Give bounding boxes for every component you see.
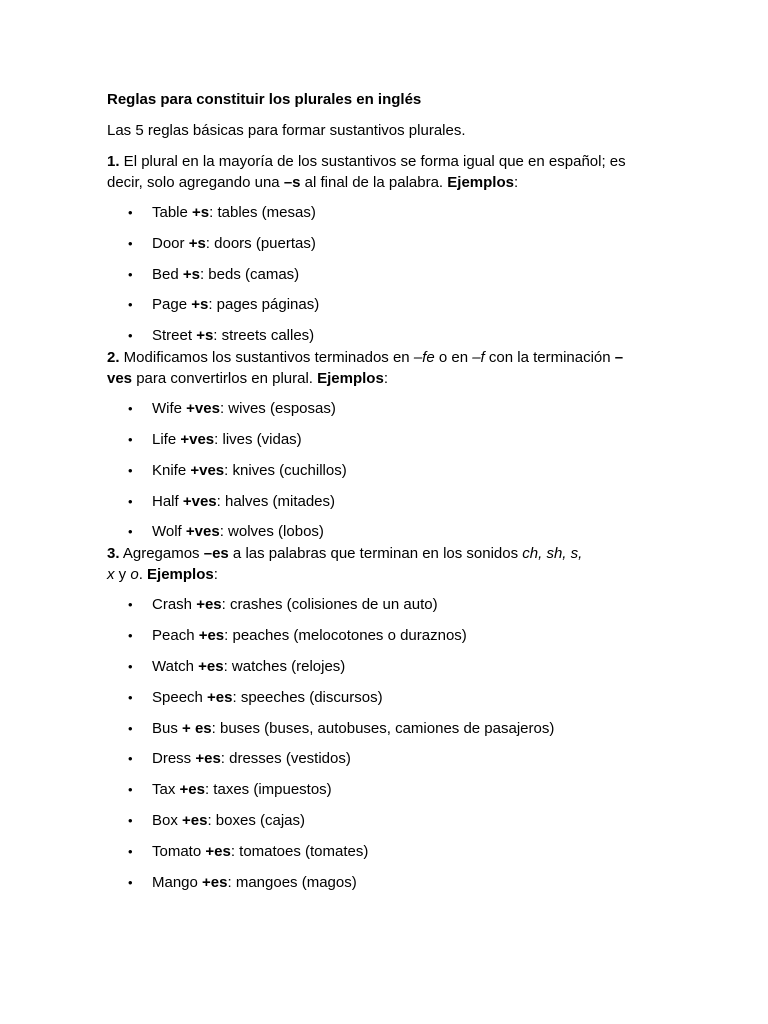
rule-colon: : xyxy=(213,565,218,583)
plural-translation: : wives (esposas) xyxy=(219,400,336,418)
singular-word: Tax xyxy=(152,781,180,799)
plural-suffix: +es xyxy=(207,688,233,706)
example-list-item xyxy=(107,430,647,450)
bullet-icon: • xyxy=(128,493,133,509)
rule-ending: –f xyxy=(472,349,485,367)
example-list-item xyxy=(107,657,647,677)
plural-translation: : dresses (vestidos) xyxy=(220,750,351,768)
example-list-item xyxy=(107,326,647,346)
plural-suffix: +s xyxy=(182,265,200,283)
singular-word: Bed xyxy=(152,265,183,283)
plural-translation: : beds (camas) xyxy=(199,265,300,283)
rule-text: para convertirlos en plural. xyxy=(132,369,318,387)
example-list-item xyxy=(107,688,647,708)
singular-word: Box xyxy=(152,811,183,829)
bullet-icon: • xyxy=(128,205,133,220)
example-list-item xyxy=(107,595,647,615)
plural-suffix: +s xyxy=(191,296,209,314)
document-page xyxy=(107,90,647,895)
plural-translation: : doors (puertas) xyxy=(205,234,316,252)
bullet-icon: • xyxy=(128,628,133,644)
rule-colon: : xyxy=(383,369,388,387)
rule-sounds: x xyxy=(107,565,115,583)
bullet-icon: • xyxy=(128,431,133,447)
plural-suffix: +s xyxy=(188,234,206,252)
singular-word: Wife xyxy=(152,400,187,418)
bullet-icon: • xyxy=(128,401,133,417)
rule-text: a las palabras que terminan en los sonidos xyxy=(228,545,523,563)
example-list-item xyxy=(107,234,647,254)
plural-translation: : tomatoes (tomates) xyxy=(230,842,369,860)
plural-translation: : crashes (colisiones de un auto) xyxy=(221,596,438,614)
plural-suffix: +ves xyxy=(180,430,215,448)
rule-number: 1. xyxy=(107,153,120,170)
singular-word: Half xyxy=(152,492,183,510)
plural-translation: : tables (mesas) xyxy=(209,204,316,221)
plural-translation: : lives (vidas) xyxy=(214,430,302,448)
rule-number: 2. xyxy=(107,349,120,367)
singular-word: Door xyxy=(152,234,189,252)
examples-label: Ejemplos xyxy=(447,173,514,191)
example-list-item xyxy=(107,873,647,893)
plural-suffix: +es xyxy=(205,842,231,860)
bullet-icon: • xyxy=(128,658,133,674)
singular-word: Peach xyxy=(152,627,199,645)
bullet-icon: • xyxy=(128,462,133,478)
rule-3-paragraph xyxy=(107,544,647,585)
singular-word: Speech xyxy=(152,688,208,706)
plural-suffix: +ves xyxy=(186,400,220,418)
singular-word: Page xyxy=(152,296,192,314)
bullet-icon: • xyxy=(128,720,133,736)
plural-suffix: +s xyxy=(196,327,214,345)
plural-suffix: +es xyxy=(196,596,222,614)
plural-suffix: +ves xyxy=(190,461,225,479)
example-list-item xyxy=(107,780,647,800)
singular-word: Life xyxy=(152,430,181,448)
rule-text: Agregamos xyxy=(119,545,204,563)
plural-suffix: +es xyxy=(195,750,221,768)
rule-colon: : xyxy=(513,173,519,191)
rule-suffix: –ves xyxy=(107,349,624,387)
bullet-icon: • xyxy=(128,524,133,540)
bullet-icon: • xyxy=(128,812,133,828)
plural-translation: : watches (relojes) xyxy=(223,657,346,675)
singular-word: Bus xyxy=(152,719,183,737)
bullet-icon: • xyxy=(128,751,133,767)
rule-1-examples-list xyxy=(107,203,647,346)
bullet-icon: • xyxy=(128,328,133,344)
example-list-item xyxy=(107,492,647,512)
example-list-item xyxy=(107,626,647,646)
singular-word: Table xyxy=(152,204,193,221)
example-list-item xyxy=(107,295,647,315)
rule-text: con la terminación xyxy=(484,349,615,367)
bullet-icon: • xyxy=(128,843,133,859)
rule-number: 3. xyxy=(107,545,120,563)
bullet-icon: • xyxy=(128,782,133,798)
singular-word: Tomato xyxy=(152,842,206,860)
plural-translation: : boxes (cajas) xyxy=(207,811,306,829)
example-list-item xyxy=(107,203,647,223)
plural-translation: : halves (mitades) xyxy=(216,492,336,510)
rule-sounds: ch, sh, s, xyxy=(522,545,583,563)
rule-ending: –fe xyxy=(413,349,435,367)
bullet-icon: • xyxy=(128,689,133,705)
example-list-item xyxy=(107,399,647,419)
rule-text: . xyxy=(138,565,148,583)
plural-translation: : mangoes (magos) xyxy=(227,873,357,891)
plural-translation: : peaches (melocotones o duraznos) xyxy=(224,627,467,645)
rule-suffix: –es xyxy=(203,545,229,563)
plural-translation: : buses (buses, autobuses, camiones de pasajeros) xyxy=(211,719,555,737)
plural-suffix: +s xyxy=(192,204,210,221)
plural-translation: : streets calles) xyxy=(213,327,315,345)
singular-word: Watch xyxy=(152,657,199,675)
example-list-item xyxy=(107,749,647,769)
example-list-item xyxy=(107,811,647,831)
plural-translation: : speeches (discursos) xyxy=(232,688,383,706)
plural-suffix: +ves xyxy=(182,492,217,510)
example-list-item xyxy=(107,842,647,862)
rule-2-paragraph xyxy=(107,348,647,389)
rule-text: Modificamos los sustantivos terminados en xyxy=(119,349,414,367)
example-list-item xyxy=(107,522,647,542)
example-list-item xyxy=(107,461,647,481)
bullet-icon: • xyxy=(128,266,133,282)
rule-1-paragraph xyxy=(107,152,647,193)
plural-suffix: +es xyxy=(179,781,205,799)
bullet-icon: • xyxy=(128,597,133,613)
rule-2-examples-list xyxy=(107,399,647,542)
plural-suffix: +es xyxy=(182,811,208,829)
singular-word: Street xyxy=(152,327,197,345)
plural-translation: : knives (cuchillos) xyxy=(224,461,347,479)
bullet-icon: • xyxy=(128,235,133,251)
examples-label: Ejemplos xyxy=(147,565,214,583)
rule-sounds: o xyxy=(130,565,139,583)
examples-label: Ejemplos xyxy=(317,369,384,387)
singular-word: Crash xyxy=(152,596,197,614)
example-list-item xyxy=(107,265,647,285)
plural-translation: : wolves (lobos) xyxy=(219,523,324,541)
example-list-item xyxy=(107,719,647,739)
bullet-icon: • xyxy=(128,874,133,890)
rule-3-examples-list xyxy=(107,595,647,892)
plural-suffix: +es xyxy=(202,873,228,891)
rule-text: El plural en la mayoría de los sustantivos se forma igual que en español; es decir, solo agregando una xyxy=(107,153,626,191)
plural-suffix: +ves xyxy=(185,523,220,541)
rule-suffix: –s xyxy=(283,173,301,191)
plural-suffix: +es xyxy=(198,627,225,645)
rule-text: o en xyxy=(434,349,473,367)
rule-text: y xyxy=(114,565,131,583)
bullet-icon: • xyxy=(128,297,133,313)
plural-translation: : pages páginas) xyxy=(208,296,320,314)
singular-word: Knife xyxy=(152,461,191,479)
singular-word: Mango xyxy=(152,873,203,891)
plural-translation: : taxes (impuestos) xyxy=(204,781,332,799)
rule-text: al final de la palabra. xyxy=(300,173,448,191)
singular-word: Dress xyxy=(152,750,196,768)
plural-suffix: + es xyxy=(182,719,212,737)
singular-word: Wolf xyxy=(152,523,186,541)
intro-paragraph: Las 5 reglas básicas para formar sustantivos plurales. xyxy=(107,122,466,139)
document-title: Reglas para constituir los plurales en inglés xyxy=(107,91,422,108)
plural-suffix: +es xyxy=(198,657,224,675)
